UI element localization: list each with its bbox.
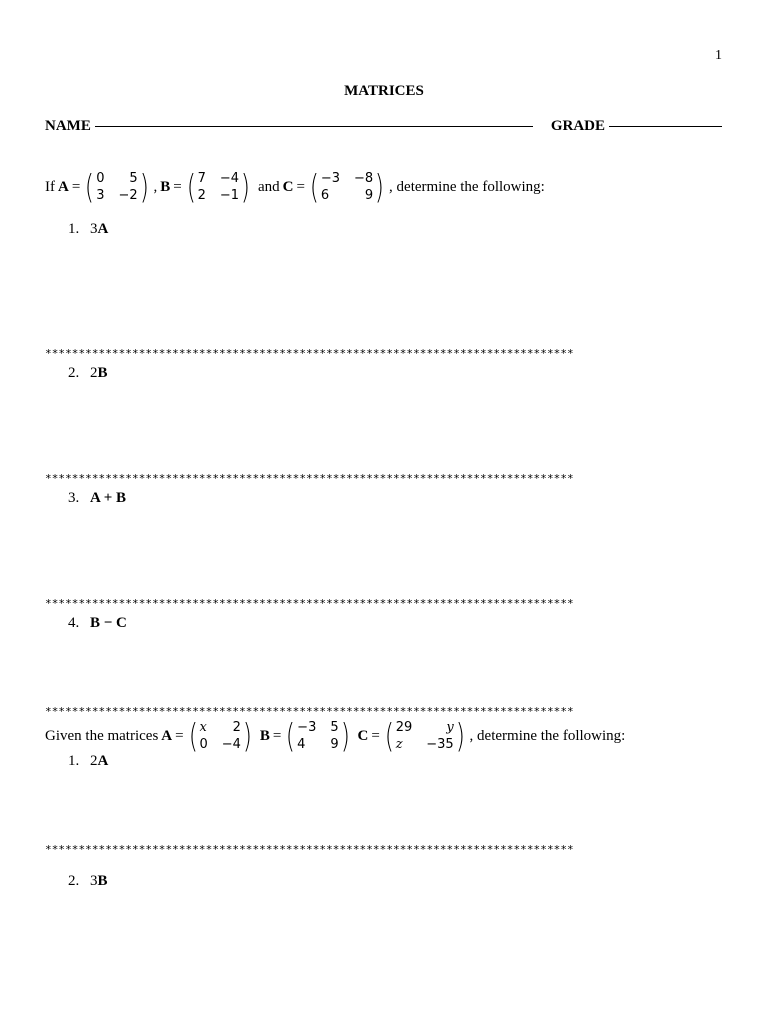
matrix-cell: 9	[364, 188, 374, 203]
question-expression: B	[97, 365, 108, 381]
matrix-cell: 5	[129, 171, 138, 186]
matrix-c	[383, 716, 467, 755]
right-paren: )	[375, 167, 385, 206]
matrix-cell: −4	[221, 737, 241, 752]
matrix-cell: 6	[320, 188, 330, 203]
matrix-cell: −4	[219, 171, 240, 186]
matrix-cell: 0	[96, 171, 105, 186]
intro-suffix: , determine the following:	[469, 727, 626, 744]
right-paren: )	[242, 716, 252, 755]
separator-line: *******************************************************************************	[45, 472, 574, 485]
question-item	[68, 753, 108, 770]
question-number: 4.	[68, 615, 80, 631]
matrix-cell: 29	[395, 720, 413, 735]
matrix-cell: −35	[426, 737, 454, 752]
matrix-c	[308, 167, 386, 206]
separator-line: *******************************************************************************	[45, 347, 574, 360]
question-item	[68, 221, 108, 238]
right-paren: )	[455, 716, 465, 755]
question-item	[68, 490, 126, 507]
question-expression: A	[97, 221, 109, 237]
matrix-cell: −1	[219, 188, 240, 203]
matrix-cell: 5	[330, 720, 339, 735]
matrix-cell: 7	[197, 171, 206, 186]
left-paren: (	[186, 167, 196, 206]
separator-line: *******************************************************************************	[45, 705, 574, 718]
question-expression: B − C	[90, 615, 127, 631]
matrix-cell: −3	[297, 720, 317, 735]
question-item	[68, 615, 127, 632]
equals-sign: =	[296, 178, 305, 195]
matrix-cell: 0	[199, 737, 208, 752]
question-number: 1.	[68, 221, 80, 237]
grade-field[interactable]	[609, 125, 722, 127]
question-expression: B	[97, 873, 108, 889]
right-paren: )	[340, 716, 350, 755]
matrix-a	[83, 167, 150, 206]
separator-line: *******************************************************************************	[45, 597, 574, 610]
equals-sign: =	[173, 178, 182, 195]
question-number: 3.	[68, 490, 80, 506]
matrix-b-label: B	[259, 727, 270, 744]
matrix-cell: −8	[353, 171, 374, 186]
matrix-cell: y	[446, 720, 454, 735]
question-expression: A + B	[90, 490, 127, 506]
matrix-cell: 4	[297, 737, 306, 752]
equals-sign: =	[371, 727, 380, 744]
intro-suffix: , determine the following:	[389, 178, 545, 195]
matrix-cell: 9	[330, 737, 339, 752]
matrix-cell: 2	[197, 188, 206, 203]
left-paren: (	[188, 716, 198, 755]
question-number: 2.	[68, 365, 80, 381]
page-number: 1	[715, 48, 722, 63]
section1-intro	[45, 167, 545, 206]
page-title: MATRICES	[344, 83, 424, 99]
question-number: 2.	[68, 873, 80, 889]
matrix-a-label: A	[161, 727, 173, 744]
name-label: NAME	[45, 118, 91, 134]
right-paren: )	[139, 167, 149, 206]
matrix-b-label: B	[160, 178, 171, 195]
left-paren: (	[85, 167, 95, 206]
left-paren: (	[384, 716, 394, 755]
name-grade-row	[45, 118, 723, 135]
intro-prefix: If	[45, 178, 55, 195]
question-item	[68, 873, 108, 890]
equals-sign: =	[272, 727, 282, 744]
question-coefficient: 3	[90, 221, 98, 237]
question-coefficient: 2	[90, 365, 98, 381]
left-paren: (	[309, 167, 319, 206]
matrix-b	[284, 716, 351, 755]
question-coefficient: 2	[90, 753, 98, 769]
matrix-c-label: C	[357, 727, 369, 744]
separator-line: *******************************************************************************	[45, 843, 574, 856]
section2-intro	[45, 716, 626, 755]
matrix-a-label: A	[58, 178, 69, 195]
right-paren: )	[241, 167, 251, 206]
question-number: 1.	[68, 753, 80, 769]
matrix-cell: −2	[118, 188, 138, 203]
question-coefficient: 3	[90, 873, 98, 889]
and-text: and	[257, 178, 280, 195]
name-field[interactable]	[95, 125, 533, 127]
equals-sign: =	[71, 178, 81, 195]
matrix-cell: 3	[96, 188, 105, 203]
question-item	[68, 365, 108, 382]
question-expression: A	[97, 753, 109, 769]
grade-label: GRADE	[550, 118, 605, 134]
matrix-b	[185, 167, 252, 206]
comma: ,	[153, 178, 158, 195]
left-paren: (	[286, 716, 296, 755]
equals-sign: =	[175, 727, 184, 744]
matrix-cell: −3	[320, 171, 340, 186]
matrix-a	[187, 716, 254, 755]
matrix-cell: x	[199, 720, 207, 735]
intro-prefix: Given the matrices	[45, 727, 159, 744]
matrix-cell: z	[395, 737, 403, 752]
matrix-c-label: C	[282, 178, 294, 195]
matrix-cell: 2	[232, 720, 241, 735]
